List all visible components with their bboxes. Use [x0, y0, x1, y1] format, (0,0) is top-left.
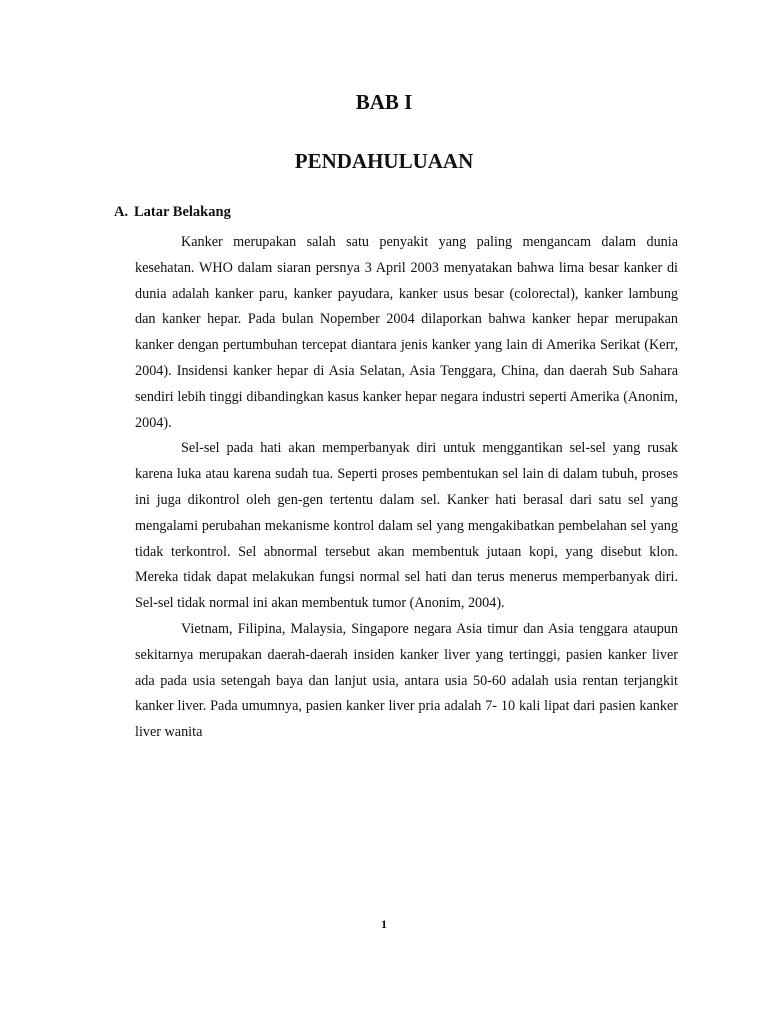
chapter-number: BAB I	[355, 90, 413, 114]
body-text	[135, 230, 678, 746]
chapter-title: PENDAHULUAAN	[294, 149, 474, 173]
section-heading	[114, 205, 231, 220]
section-letter: A.	[114, 204, 129, 220]
paragraph: Kanker merupakan salah satu penyakit yang paling mengancam dalam dunia kesehatan. WHO dalam siaran persnya 3 April 2003 menyatakan bahwa lima besar kanker di dunia adalah kanker paru, kanker payudara, kanker usus besar (colorectal), kanker lambung dan kanker hepar. Pada bulan Nopember 2004 dilaporkan bahwa kanker hepar merupakan kanker dengan pertumbuhan tercepat diantara jenis kanker yang lain di Amerika Serikat (Kerr, 2004). Insidensi kanker hepar di Asia Selatan, Asia Tenggara, China, dan daerah Sub Sahara sendiri lebih tinggi dibandingkan kasus kanker hepar negara industri seperti Amerika (Anonim, 2004).	[135, 234, 678, 431]
section-title: Latar Belakang	[134, 204, 231, 220]
paragraph: Vietnam, Filipina, Malaysia, Singapore negara Asia timur dan Asia tenggara ataupun sekitarnya merupakan daerah-daerah insiden kanker liver yang tertinggi, pasien kanker liver ada pada usia setengah baya dan lanjut usia, antara usia 50-60 adalah usia rentan terjangkit kanker liver. Pada umumnya, pasien kanker liver pria adalah 7- 10 kali lipat dari pasien kanker liver wanita	[135, 620, 678, 741]
page-number: 1	[381, 917, 387, 931]
paragraph: Sel-sel pada hati akan memperbanyak diri untuk menggantikan sel-sel yang rusak karena luka atau karena sudah tua. Seperti proses pembentukan sel lain di dalam tubuh, proses ini juga dikontrol oleh gen-gen tertentu dalam sel. Kanker hati berasal dari satu sel yang mengalami perubahan mekanisme kontrol dalam sel yang mengakibatkan pembelahan sel yang tidak terkontrol. Sel abnormal tersebut akan membentuk jutaan kopi, yang disebut klon. Mereka tidak dapat melakukan fungsi normal sel hati dan terus menerus memperbanyak diri. Sel-sel tidak normal ini akan membentuk tumor (Anonim, 2004).	[135, 440, 678, 612]
